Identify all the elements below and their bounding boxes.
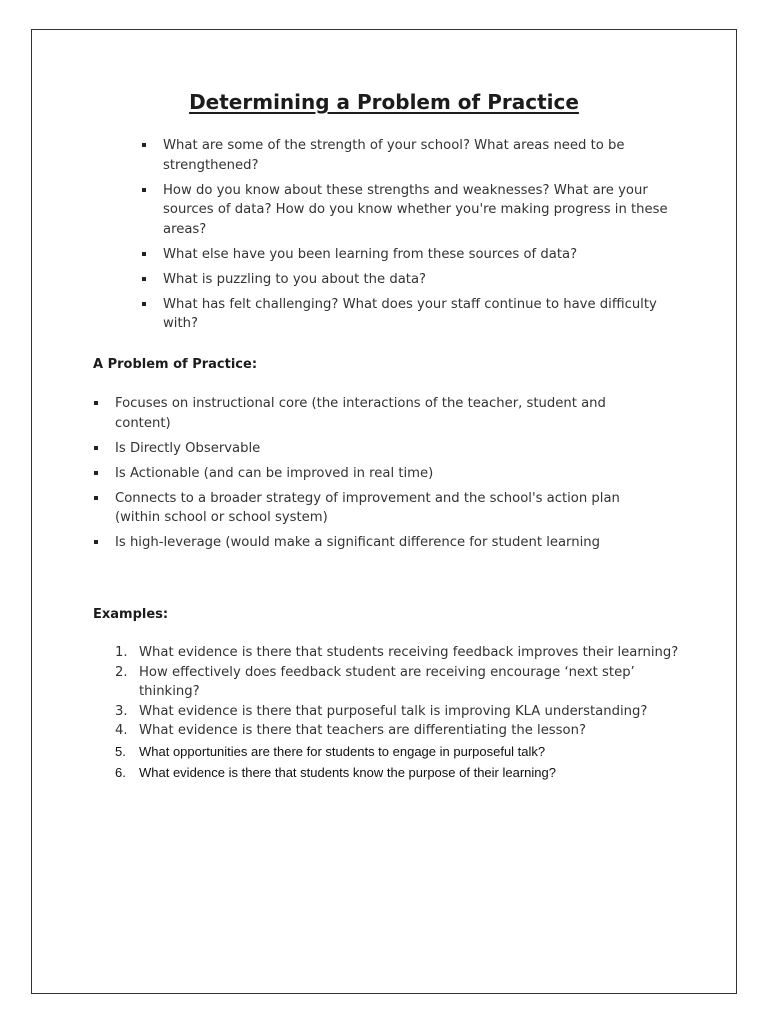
list-item [115,643,699,663]
list-item: What else have you been learning from these sources of data? [163,245,683,265]
list-item: Is Directly Observable [115,439,655,459]
list-item: What has felt challenging? What does your staff continue to have difficulty with? [163,295,683,334]
examples-heading: Examples: [93,607,169,622]
item-number: 6. [115,765,126,780]
list-item: Focuses on instructional core (the interactions of the teacher, student and content) [115,394,655,433]
list-item: Is high-leverage (would make a significant difference for student learning [115,533,655,553]
list-item [115,702,699,722]
list-item: How do you know about these strengths and weaknesses? What are your sources of data? How do you know whether you're making progress in these areas? [163,181,683,240]
item-number: 2. [115,664,128,680]
list-item: Is Actionable (and can be improved in real time) [115,464,655,484]
examples-list [115,643,699,785]
item-text: How effectively does feedback student are receiving encourage ‘next step’ thinking? [139,664,635,699]
reflection-questions-list [163,136,683,339]
item-number: 5. [115,743,126,759]
item-text: What evidence is there that purposeful talk is improving KLA understanding? [139,703,648,719]
list-item [115,763,699,783]
item-text: What evidence is there that teachers are differentiating the lesson? [139,723,586,738]
item-number: 3. [115,703,128,719]
problem-of-practice-heading: A Problem of Practice: [93,357,258,372]
list-item: What is puzzling to you about the data? [163,270,683,290]
list-item [115,742,699,762]
item-number: 4. [115,723,128,738]
item-number: 1. [115,645,128,660]
item-text: What evidence is there that students know the purpose of their learning? [139,765,556,780]
item-text: What evidence is there that students receiving feedback improves their learning? [139,645,679,660]
item-text: What opportunities are there for students to engage in purposeful talk? [139,743,546,759]
list-item: What are some of the strength of your school? What areas need to be strengthened? [163,136,683,175]
list-item [115,663,699,702]
list-item [115,721,699,741]
problem-criteria-list [115,394,655,558]
list-item: Connects to a broader strategy of improvement and the school's action plan (within school or school system) [115,489,655,528]
document-title: Determining a Problem of Practice [189,90,579,114]
